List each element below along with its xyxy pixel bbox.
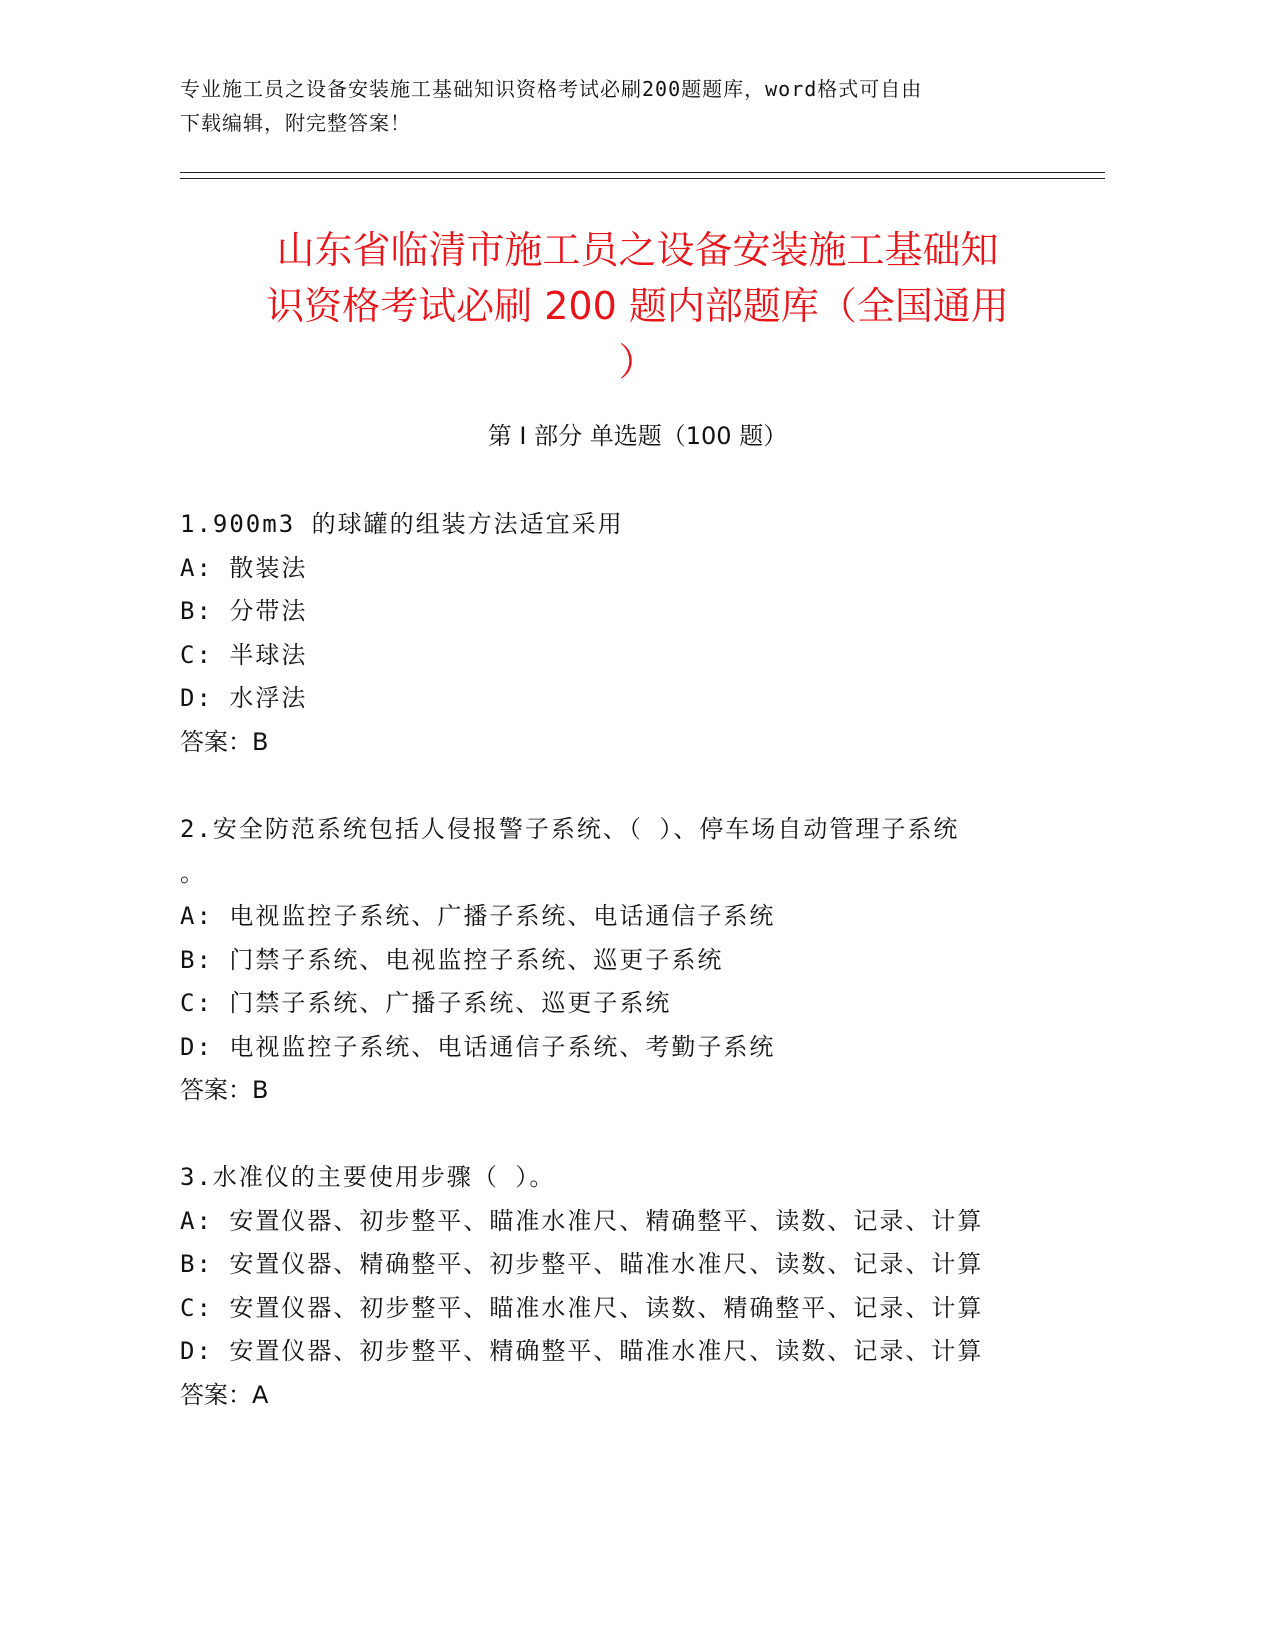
option-d: D: 电视监控子系统、电话通信子系统、考勤子系统	[180, 1032, 776, 1061]
header-rule-top	[180, 172, 1105, 173]
question-stem-continuation: 。	[180, 858, 206, 887]
option-c: C: 门禁子系统、广播子系统、巡更子系统	[180, 989, 672, 1017]
question-1	[180, 503, 1050, 764]
question-2	[180, 808, 1050, 1113]
header-line-1: 专业施工员之设备安装施工基础知识资格考试必刷200题题库，word格式可自由	[180, 77, 923, 101]
question-stem: 3.水准仪的主要使用步骤（ ）。	[180, 1163, 556, 1191]
option-a: A: 散装法	[180, 553, 308, 582]
title-line-1: 山东省临清市施工员之设备安装施工基础知	[276, 228, 999, 272]
question-stem: 2.安全防范系统包括人侵报警子系统、（ ）、停车场自动管理子系统	[180, 815, 960, 843]
header-rule-bottom	[180, 178, 1105, 179]
option-b: B: 分带法	[180, 597, 308, 625]
document-title	[180, 222, 1095, 390]
option-a: A: 安置仪器、初步整平、瞄准水准尺、精确整平、读数、记录、计算	[180, 1206, 984, 1235]
option-d: D: 水浮法	[180, 684, 308, 712]
question-stem: 1.900m3 的球罐的组装方法适宜采用	[180, 510, 624, 538]
option-c: C: 安置仪器、初步整平、瞄准水准尺、读数、精确整平、记录、计算	[180, 1293, 984, 1322]
answer: 答案：B	[180, 727, 269, 756]
answer: 答案：B	[180, 1076, 269, 1104]
answer: 答案：A	[180, 1380, 269, 1409]
header-line-2: 下载编辑，附完整答案！	[180, 111, 411, 135]
title-line-3: ）	[618, 340, 657, 384]
option-d: D: 安置仪器、初步整平、精确整平、瞄准水准尺、读数、记录、计算	[180, 1337, 984, 1365]
option-b: B: 门禁子系统、电视监控子系统、巡更子系统	[180, 945, 724, 974]
title-line-2: 识资格考试必刷 200 题内部题库（全国通用	[266, 284, 1009, 328]
question-3	[180, 1156, 1050, 1417]
option-a: A: 电视监控子系统、广播子系统、电话通信子系统	[180, 902, 776, 930]
option-c: C: 半球法	[180, 640, 308, 669]
option-b: B: 安置仪器、精确整平、初步整平、瞄准水准尺、读数、记录、计算	[180, 1250, 984, 1278]
document-header-note	[180, 72, 1060, 140]
section-title: 第 I 部分 单选题（100 题）	[487, 422, 788, 450]
